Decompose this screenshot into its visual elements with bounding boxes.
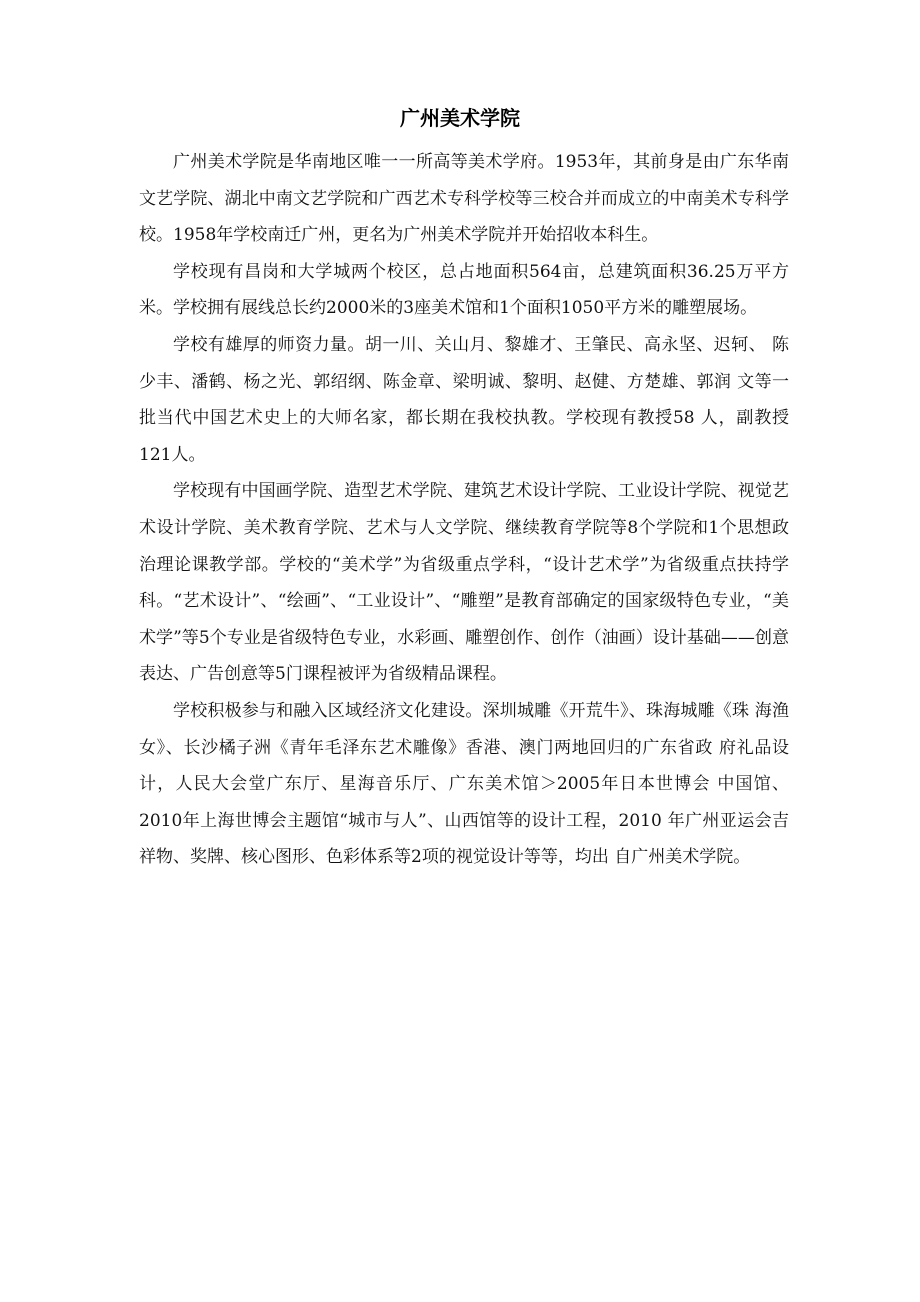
paragraph-contributions: 学校积极参与和融入区域经济文化建设。深圳城雕《开荒牛》、珠海城雕《珠 海渔女》、长沙橘子洲《青年毛泽东艺术雕像》香港、澳门两地回归的广东省政 府礼品设计，人民大会堂广东厅、星海音乐厅、广东美术馆＞2005年日本世博会 中国馆、2010年上海世博会主题馆“城市与人”、山西馆等的设计工程，2010 年广州亚运会吉祥物、奖牌、核心图形、色彩体系等2项的视觉设计等等，均出 自广州美术学院。 [139, 700, 789, 868]
paragraph-schools: 学校现有中国画学院、造型艺术学院、建筑艺术设计学院、工业设计学院、视觉艺术设计学院、美术教育学院、艺术与人文学院、继续教育学院等8个学院和1个思想政治理论课教学部。学校的“美术学”为省级重点学科，“设计艺术学”为省级重点扶持学科。“艺术设计”、“绘画”、“工业设计”、“雕塑”是教育部确定的国家级特色专业，“美术学”等5个专业是省级特色专业，水彩画、雕塑创作、创作（油画）设计基础——创意表达、广告创意等5门课程被评为省级精品课程。 [139, 481, 789, 685]
paragraph-faculty: 学校有雄厚的师资力量。胡一川、关山月、黎雄才、王肇民、高永坚、迟轲、 陈少丰、潘鹤、杨之光、郭绍纲、陈金章、梁明诚、黎明、赵健、方楚雄、郭润 文等一批当代中国艺术史上的大师名家，都长期在我校执教。学校现有教授58 人，副教授121人。 [139, 334, 789, 465]
document-body [139, 144, 789, 876]
page-title: 广州美术学院 [400, 106, 520, 130]
paragraph-history: 广州美术学院是华南地区唯一一所高等美术学府。1953年，其前身是由广东华南文艺学院、湖北中南文艺学院和广西艺术专科学校等三校合并而成立的中南美术专科学校。1958年学校南迁广州，更名为广州美术学院并开始招收本科生。 [139, 152, 789, 246]
paragraph-campus: 学校现有昌岗和大学城两个校区，总占地面积564亩，总建筑面积36.25万平方米。学校拥有展线总长约2000米的3座美术馆和1个面积1050平方米的雕塑展场。 [139, 261, 789, 319]
